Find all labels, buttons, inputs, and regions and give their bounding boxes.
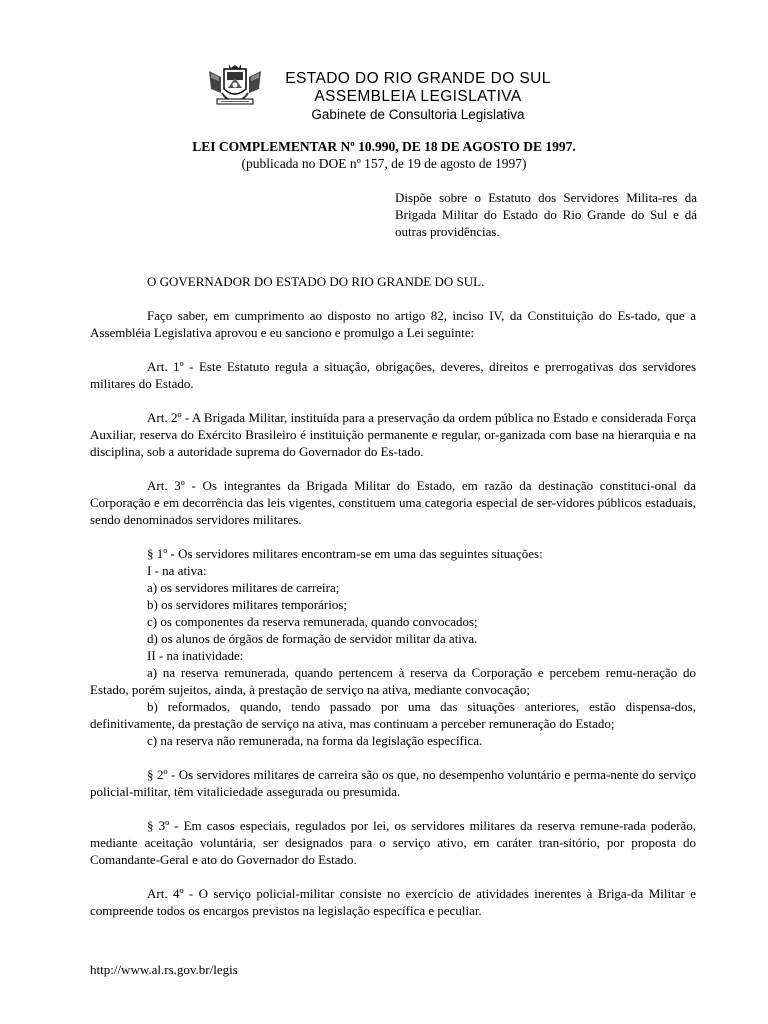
- state-name: ESTADO DO RIO GRANDE DO SUL: [285, 70, 551, 87]
- governor-line: O GOVERNADOR DO ESTADO DO RIO GRANDE DO SUL.: [147, 274, 485, 289]
- assembly-name: ASSEMBLEIA LEGISLATIVA: [314, 88, 522, 105]
- item-ii-b: b) reformados, quando, tendo passado por uma das situações anteriores, estão dispensa-dos, definitivamente, da prestação de serviço na ativa, mas continuam a perceber remuneração do Estado;: [90, 699, 696, 731]
- letterhead: [270, 70, 566, 123]
- article-3: Art. 3º - Os integrantes da Brigada Militar do Estado, em razão da destinação constituci-onal da Corporação e em decorrência das leis vigentes, constituem uma categoria especial de ser-vidores públicos estaduais, sendo denominados servidores militares.: [90, 478, 696, 527]
- law-title: LEI COMPLEMENTAR Nº 10.990, DE 18 DE AGOSTO DE 1997.: [192, 139, 576, 154]
- item-ii-a: a) na reserva remunerada, quando pertencem à reserva da Corporação e percebem remu-neração do Estado, porém sujeitos, ainda, à prestação de serviço na ativa, mediante convocação;: [90, 665, 696, 697]
- law-body: [90, 273, 696, 919]
- office-name: Gabinete de Consultoria Legislativa: [311, 107, 525, 122]
- article-4: Art. 4º - O serviço policial-militar consiste no exercício de atividades inerentes à Briga-da Militar e compreende todos os encargos previstos na legislação específica e peculiar.: [90, 886, 696, 918]
- law-summary: Dispõe sobre o Estatuto dos Servidores Milita-res da Brigada Militar do Estado do Rio Grande do Sul e dá outras providências.: [395, 190, 697, 239]
- item-i-c: c) os componentes da reserva remunerada, quando convocados;: [147, 614, 478, 629]
- law-publication: (publicada no DOE nº 157, de 19 de agosto de 1997): [241, 156, 527, 171]
- item-i-d: d) os alunos de órgãos de formação de servidor militar da ativa.: [147, 631, 478, 646]
- item-ii-c: c) na reserva não remunerada, na forma da legislação específica.: [147, 733, 483, 748]
- paragraph-3: § 3º - Em casos especiais, regulados por lei, os servidores militares da reserva remune-rada poderão, mediante aceitação voluntária, ser designados para o serviço ativo, em caráter tran-sitório, por proposta do Comandante-Geral e ato do Governador do Estado.: [90, 818, 696, 867]
- item-i-b: b) os servidores militares temporários;: [147, 597, 348, 612]
- source-url[interactable]: http://www.al.rs.gov.br/legis: [90, 962, 238, 977]
- article-1: Art. 1º - Este Estatuto regula a situação, obrigações, deveres, direitos e prerrogativas dos servidores militares do Estado.: [90, 359, 696, 391]
- item-ii: II - na inatividade:: [147, 648, 244, 663]
- paragraph-1-intro: § 1º - Os servidores militares encontram-se em uma das seguintes situações:: [147, 546, 543, 561]
- paragraph-2: § 2º - Os servidores militares de carreira são os que, no desempenho voluntário e perma-nente do serviço policial-militar, têm vitaliciedade assegurada ou presumida.: [90, 767, 696, 799]
- item-i-a: a) os servidores militares de carreira;: [147, 580, 340, 595]
- coat-of-arms-icon: [207, 63, 263, 105]
- preamble: Faço saber, em cumprimento ao disposto no artigo 82, inciso IV, da Constituição do Es-tado, que a Assembléia Legislativa aprovou e eu sanciono e promulgo a Lei seguinte:: [90, 308, 696, 340]
- article-2: Art. 2º - A Brigada Militar, instituída para a preservação da ordem pública no Estado e considerada Força Auxiliar, reserva do Exército Brasileiro é instituição permanente e regular, or-ganizada com base na hierarquia e na disciplina, sob a autoridade suprema do Governador do Es-tado.: [90, 410, 696, 459]
- item-i: I - na ativa:: [147, 563, 207, 578]
